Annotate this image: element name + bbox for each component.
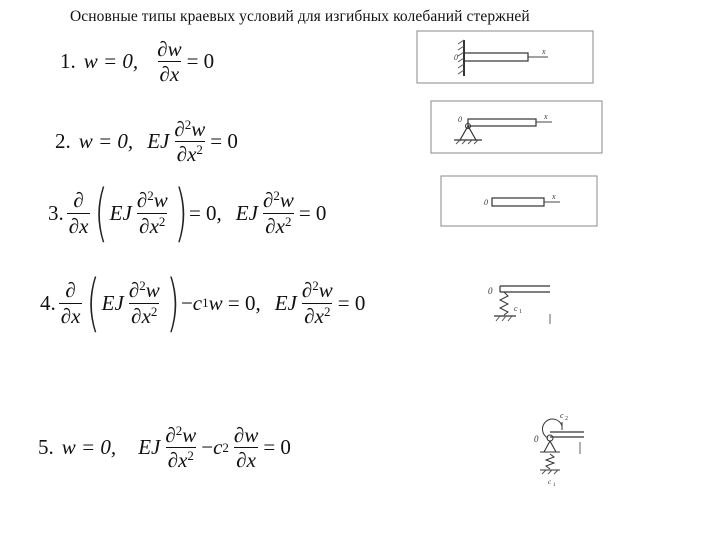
condition-lhs: w = 0, xyxy=(83,49,139,74)
spring-c1-subscript: 1 xyxy=(553,483,556,488)
pinned-end-diagram xyxy=(430,100,605,156)
condition-1-equation xyxy=(60,38,214,85)
equals-zero: = 0 xyxy=(298,200,327,225)
origin-label: 0 xyxy=(534,434,539,444)
condition-2-equation xyxy=(55,118,238,165)
axis-label: x xyxy=(542,47,546,56)
condition-number: 3. xyxy=(48,200,64,225)
spring-c1-label: c xyxy=(514,304,518,313)
fraction-dw-dx: $\frac{\partial w}{\partial x}$ xyxy=(233,423,259,473)
fraction-dw-dx: $\frac{\partial w}{\partial x}$ xyxy=(157,37,182,87)
equals-zero: = 0 xyxy=(263,435,291,460)
stiffness-ej: EJ xyxy=(109,200,132,225)
spring-c1-subscript: 1 xyxy=(519,309,522,315)
origin-label: 0 xyxy=(458,115,462,124)
condition-number: 4. xyxy=(40,290,56,315)
fraction-d2w-dx2: $\frac{\partial^2w}{\partial x^2}$ xyxy=(136,188,168,238)
origin-label: 0 xyxy=(488,286,493,296)
fraction-d2w-dx2: $\frac{\partial^2w}{\partial x^2}$ xyxy=(262,188,294,238)
fraction-d2w-dx2: $\frac{\partial^2w}{\partial x^2}$ xyxy=(128,278,160,328)
page-title: Основные типы краевых условий для изгибных колебаний стержней xyxy=(70,8,530,25)
stiffness-ej: EJ xyxy=(147,129,170,154)
clamped-end-diagram xyxy=(416,30,596,86)
fraction-d2w-dx2: $\frac{\partial^2w}{\partial x^2}$ xyxy=(174,117,206,167)
fraction-d-dx: $\frac{\partial}{\partial x}$ xyxy=(68,188,89,238)
condition-4-equation: 4. $\frac{\partial}{\partial x}$ ( EJ $\frac{\partial^2w}{\partial x^2}$ ) − c 1 w = 0 , EJ $\frac{\partial^2w}{\partial x^2}$ = 0 xyxy=(40,266,366,339)
condition-lhs: w = 0, xyxy=(78,129,134,154)
condition-number: 2. xyxy=(55,129,71,154)
free-end-diagram xyxy=(440,175,600,229)
equals-zero: = 0 xyxy=(210,129,238,154)
axis-label: x xyxy=(544,112,548,121)
spring-c1-label: c xyxy=(548,478,552,486)
condition-number: 5. xyxy=(38,435,54,460)
spring-c2-label: c xyxy=(560,411,564,420)
condition-5-equation: 5. w = 0, EJ $\frac{\partial^2w}{\partial x^2}$ − c 2 $\frac{\partial w}{\partial x}$ = 0 xyxy=(38,423,291,473)
fraction-d2w-dx2: $\frac{\partial^2w}{\partial x^2}$ xyxy=(301,278,333,328)
origin-label: 0 xyxy=(484,198,488,207)
origin-label: 0 xyxy=(454,53,458,62)
condition-lhs: w = 0, xyxy=(61,435,117,460)
axis-label: x xyxy=(552,192,556,201)
stiffness-ej: EJ xyxy=(138,435,161,460)
stiffness-ej: EJ xyxy=(235,200,258,225)
elastic-clamp-diagram xyxy=(528,408,592,488)
condition-number: 1. xyxy=(60,49,76,74)
elastic-support-diagram xyxy=(484,278,558,330)
equals-zero: = 0 xyxy=(186,49,215,74)
spring-c2-subscript: 2 xyxy=(565,416,568,422)
condition-3-equation: 3. $\frac{\partial}{\partial x}$ ( EJ $\frac{\partial^2w}{\partial x^2}$ ) = 0 , EJ $\frac{\partial^2w}{\partial x^2}$ = 0 xyxy=(48,176,327,249)
fraction-d-dx: $\frac{\partial}{\partial x}$ xyxy=(60,278,81,328)
stiffness-ej: EJ xyxy=(274,290,297,315)
fraction-d2w-dx2: $\frac{\partial^2w}{\partial x^2}$ xyxy=(165,423,197,473)
stiffness-ej: EJ xyxy=(101,290,124,315)
equals-zero: = 0 xyxy=(337,290,366,315)
